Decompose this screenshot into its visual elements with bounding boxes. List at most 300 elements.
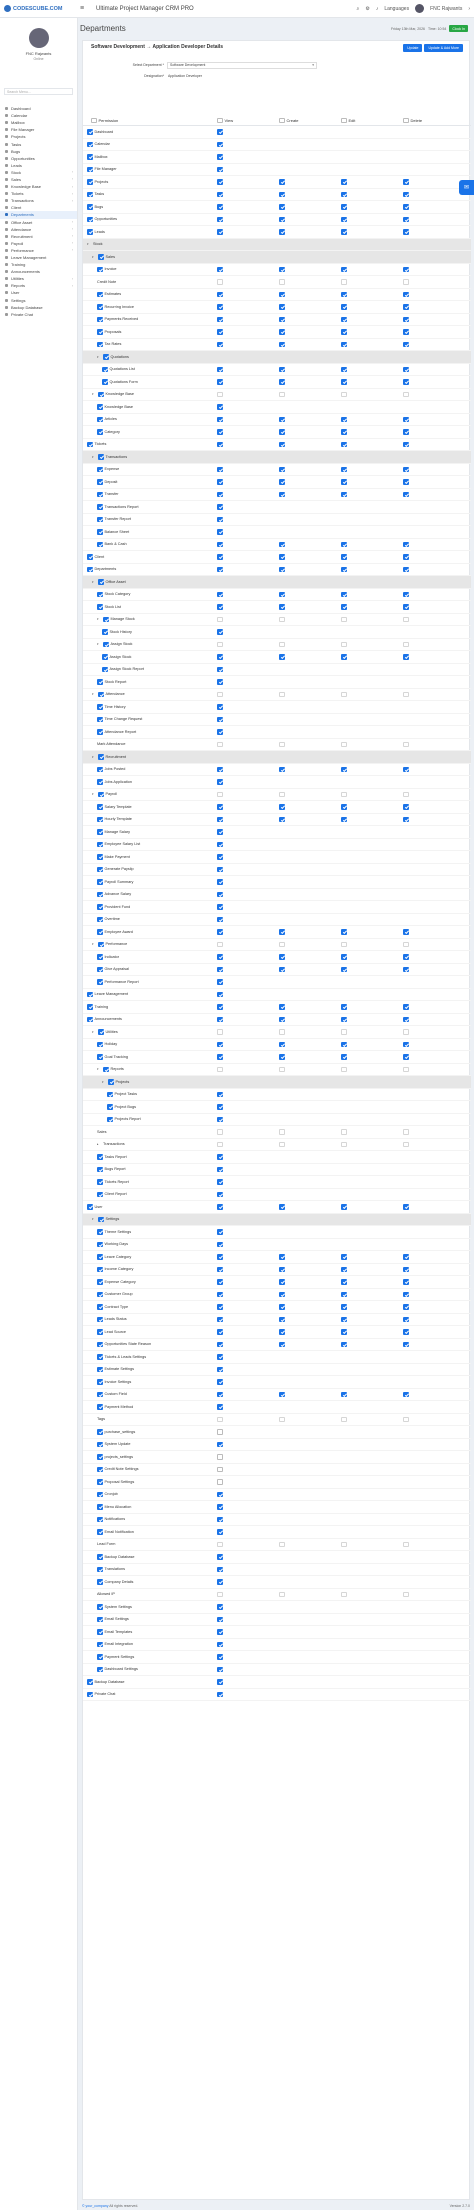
module-checkbox[interactable] [107, 1104, 113, 1110]
view-checkbox[interactable] [217, 542, 223, 548]
delete-checkbox[interactable] [403, 467, 409, 473]
view-checkbox[interactable] [217, 1067, 223, 1073]
module-checkbox[interactable] [103, 642, 109, 648]
create-checkbox[interactable] [279, 1054, 285, 1060]
module-checkbox[interactable] [97, 679, 103, 685]
delete-checkbox[interactable] [403, 1317, 409, 1323]
create-checkbox[interactable] [279, 492, 285, 498]
delete-checkbox[interactable] [403, 429, 409, 435]
create-checkbox[interactable] [279, 604, 285, 610]
create-checkbox[interactable] [279, 1204, 285, 1210]
view-checkbox[interactable] [217, 879, 223, 885]
sidebar-item-departments[interactable] [0, 211, 77, 218]
view-checkbox[interactable] [217, 1642, 223, 1648]
edit-checkbox[interactable] [341, 217, 347, 223]
module-checkbox[interactable] [102, 667, 108, 673]
view-checkbox[interactable] [217, 267, 223, 273]
module-checkbox[interactable] [98, 942, 104, 948]
module-checkbox[interactable] [97, 1267, 103, 1273]
edit-checkbox[interactable] [341, 617, 347, 623]
create-checkbox[interactable] [279, 1142, 285, 1148]
module-checkbox[interactable] [97, 604, 103, 610]
delete-checkbox[interactable] [403, 229, 409, 235]
delete-checkbox[interactable] [403, 367, 409, 373]
search-icon[interactable]: ⌕ [356, 5, 360, 12]
create-checkbox[interactable] [279, 967, 285, 973]
expand-toggle-icon[interactable]: ▾ [92, 692, 94, 697]
edit-checkbox[interactable] [341, 342, 347, 348]
expand-toggle-icon[interactable]: ▾ [92, 392, 94, 397]
view-checkbox[interactable] [217, 979, 223, 985]
module-checkbox[interactable] [97, 1167, 103, 1173]
delete-checkbox[interactable] [403, 1029, 409, 1035]
module-checkbox[interactable] [97, 1454, 103, 1460]
view-checkbox[interactable] [217, 167, 223, 173]
module-checkbox[interactable] [97, 892, 103, 898]
view-checkbox[interactable] [217, 617, 223, 623]
create-checkbox[interactable] [279, 767, 285, 773]
module-checkbox[interactable] [97, 1179, 103, 1185]
expand-toggle-icon[interactable]: ▾ [92, 754, 94, 759]
view-checkbox[interactable] [217, 179, 223, 185]
delete-checkbox[interactable] [403, 329, 409, 335]
view-checkbox[interactable] [217, 1242, 223, 1248]
view-checkbox[interactable] [217, 1204, 223, 1210]
module-checkbox[interactable] [97, 1554, 103, 1560]
module-checkbox[interactable] [97, 979, 103, 985]
view-checkbox[interactable] [217, 1592, 223, 1598]
create-checkbox[interactable] [279, 479, 285, 485]
delete-checkbox[interactable] [403, 554, 409, 560]
module-checkbox[interactable] [97, 417, 103, 423]
view-checkbox[interactable] [217, 1417, 223, 1423]
create-checkbox[interactable] [279, 692, 285, 698]
edit-all-checkbox[interactable] [341, 118, 347, 124]
expand-toggle-icon[interactable]: ▾ [92, 579, 94, 584]
edit-checkbox[interactable] [341, 1204, 347, 1210]
module-checkbox[interactable] [97, 1604, 103, 1610]
sidebar-item-performance[interactable] [0, 247, 77, 254]
module-checkbox[interactable] [87, 992, 93, 998]
view-checkbox[interactable] [217, 154, 223, 160]
view-checkbox[interactable] [217, 1192, 223, 1198]
module-checkbox[interactable] [97, 542, 103, 548]
module-checkbox[interactable] [97, 1404, 103, 1410]
module-checkbox[interactable] [97, 879, 103, 885]
delete-checkbox[interactable] [403, 654, 409, 660]
module-checkbox[interactable] [102, 379, 108, 385]
view-checkbox[interactable] [217, 1517, 223, 1523]
delete-checkbox[interactable] [403, 742, 409, 748]
module-checkbox[interactable] [97, 1329, 103, 1335]
delete-checkbox[interactable] [403, 1417, 409, 1423]
view-checkbox[interactable] [217, 1029, 223, 1035]
create-checkbox[interactable] [279, 417, 285, 423]
create-checkbox[interactable] [279, 1417, 285, 1423]
brand-logo[interactable]: CODESCUBE.COM [4, 5, 63, 12]
view-checkbox[interactable] [217, 1354, 223, 1360]
delete-checkbox[interactable] [403, 592, 409, 598]
view-checkbox[interactable] [217, 1454, 223, 1460]
user-name[interactable]: FNC Rajwants [430, 5, 463, 12]
module-checkbox[interactable] [97, 479, 103, 485]
delete-checkbox[interactable] [403, 1042, 409, 1048]
edit-checkbox[interactable] [341, 817, 347, 823]
view-checkbox[interactable] [217, 629, 223, 635]
module-checkbox[interactable] [97, 767, 103, 773]
module-checkbox[interactable] [87, 129, 93, 135]
module-checkbox[interactable] [97, 1517, 103, 1523]
create-checkbox[interactable] [279, 1129, 285, 1135]
module-checkbox[interactable] [97, 1392, 103, 1398]
edit-checkbox[interactable] [341, 1417, 347, 1423]
expand-toggle-icon[interactable]: ▾ [92, 454, 94, 459]
delete-checkbox[interactable] [403, 617, 409, 623]
sidebar-item-private-chat[interactable] [0, 311, 77, 318]
expand-toggle-icon[interactable]: ▾ [97, 642, 99, 647]
view-checkbox[interactable] [217, 854, 223, 860]
view-checkbox[interactable] [217, 479, 223, 485]
edit-checkbox[interactable] [341, 1304, 347, 1310]
sidebar-item-calendar[interactable] [0, 112, 77, 119]
view-checkbox[interactable] [217, 1467, 223, 1473]
view-checkbox[interactable] [217, 529, 223, 535]
edit-checkbox[interactable] [341, 1017, 347, 1023]
view-checkbox[interactable] [217, 717, 223, 723]
delete-checkbox[interactable] [403, 1279, 409, 1285]
delete-checkbox[interactable] [403, 967, 409, 973]
edit-checkbox[interactable] [341, 1004, 347, 1010]
edit-checkbox[interactable] [341, 179, 347, 185]
delete-checkbox[interactable] [403, 567, 409, 573]
edit-checkbox[interactable] [341, 967, 347, 973]
sidebar-item-recruitment[interactable] [0, 233, 77, 240]
sidebar-item-opportunities[interactable] [0, 155, 77, 162]
module-checkbox[interactable] [97, 1567, 103, 1573]
module-checkbox[interactable] [97, 292, 103, 298]
view-checkbox[interactable] [217, 279, 223, 285]
view-checkbox[interactable] [217, 329, 223, 335]
module-checkbox[interactable] [87, 179, 93, 185]
module-checkbox[interactable] [87, 554, 93, 560]
edit-checkbox[interactable] [341, 417, 347, 423]
settings-gear-icon[interactable]: ⚙ [365, 5, 370, 12]
module-checkbox[interactable] [97, 1667, 103, 1673]
delete-checkbox[interactable] [403, 417, 409, 423]
module-checkbox[interactable] [107, 1092, 113, 1098]
create-checkbox[interactable] [279, 442, 285, 448]
sidebar-item-stock[interactable] [0, 169, 77, 176]
module-checkbox[interactable] [97, 592, 103, 598]
edit-checkbox[interactable] [341, 567, 347, 573]
expand-toggle-icon[interactable]: ▾ [102, 1079, 104, 1084]
module-checkbox[interactable] [97, 504, 103, 510]
view-checkbox[interactable] [217, 642, 223, 648]
module-checkbox[interactable] [102, 654, 108, 660]
create-checkbox[interactable] [279, 279, 285, 285]
view-checkbox[interactable] [217, 892, 223, 898]
delete-checkbox[interactable] [403, 1292, 409, 1298]
create-checkbox[interactable] [279, 1067, 285, 1073]
create-checkbox[interactable] [279, 217, 285, 223]
expand-toggle-icon[interactable]: ▾ [87, 242, 89, 247]
view-checkbox[interactable] [217, 1129, 223, 1135]
sidebar-item-user[interactable] [0, 289, 77, 296]
sidebar-item-tasks[interactable] [0, 140, 77, 147]
view-checkbox[interactable] [217, 292, 223, 298]
sidebar-item-file-manager[interactable] [0, 126, 77, 133]
edit-checkbox[interactable] [341, 442, 347, 448]
designation-input[interactable]: Application Developer [168, 74, 203, 78]
module-checkbox[interactable] [97, 1042, 103, 1048]
delete-checkbox[interactable] [403, 1204, 409, 1210]
create-checkbox[interactable] [279, 929, 285, 935]
view-checkbox[interactable] [217, 704, 223, 710]
module-checkbox[interactable] [97, 1229, 103, 1235]
module-checkbox[interactable] [97, 329, 103, 335]
delete-checkbox[interactable] [403, 817, 409, 823]
clock-in-button[interactable]: Clock In [449, 25, 468, 32]
module-checkbox[interactable] [97, 267, 103, 273]
create-checkbox[interactable] [279, 342, 285, 348]
delete-checkbox[interactable] [403, 192, 409, 198]
create-checkbox[interactable] [279, 1029, 285, 1035]
view-checkbox[interactable] [217, 1329, 223, 1335]
expand-toggle-icon[interactable]: ▾ [97, 354, 99, 359]
create-checkbox[interactable] [279, 1592, 285, 1598]
create-checkbox[interactable] [279, 804, 285, 810]
update-button[interactable]: Update [403, 44, 422, 52]
edit-checkbox[interactable] [341, 279, 347, 285]
view-checkbox[interactable] [217, 1529, 223, 1535]
module-checkbox[interactable] [103, 617, 109, 623]
module-checkbox[interactable] [87, 192, 93, 198]
sidebar-item-settings[interactable] [0, 297, 77, 304]
view-checkbox[interactable] [217, 954, 223, 960]
language-dropdown[interactable]: Languages [384, 5, 410, 12]
create-checkbox[interactable] [279, 304, 285, 310]
view-checkbox[interactable] [217, 1679, 223, 1685]
create-checkbox[interactable] [279, 429, 285, 435]
view-all-checkbox[interactable] [217, 118, 223, 124]
edit-checkbox[interactable] [341, 429, 347, 435]
view-checkbox[interactable] [217, 1279, 223, 1285]
module-checkbox[interactable] [97, 1529, 103, 1535]
edit-checkbox[interactable] [341, 642, 347, 648]
view-checkbox[interactable] [217, 1629, 223, 1635]
view-checkbox[interactable] [217, 1142, 223, 1148]
sidebar-item-transactions[interactable] [0, 197, 77, 204]
edit-checkbox[interactable] [341, 592, 347, 598]
view-checkbox[interactable] [217, 404, 223, 410]
view-checkbox[interactable] [217, 1442, 223, 1448]
view-checkbox[interactable] [217, 504, 223, 510]
module-checkbox[interactable] [97, 867, 103, 873]
module-checkbox[interactable] [97, 467, 103, 473]
edit-checkbox[interactable] [341, 1029, 347, 1035]
view-checkbox[interactable] [217, 379, 223, 385]
edit-checkbox[interactable] [341, 467, 347, 473]
notifications-bell-icon[interactable]: ♪ [375, 5, 379, 12]
delete-checkbox[interactable] [403, 804, 409, 810]
module-checkbox[interactable] [97, 1342, 103, 1348]
view-checkbox[interactable] [217, 304, 223, 310]
delete-checkbox[interactable] [403, 342, 409, 348]
view-checkbox[interactable] [217, 129, 223, 135]
view-checkbox[interactable] [217, 1367, 223, 1373]
create-checkbox[interactable] [279, 1392, 285, 1398]
module-checkbox[interactable] [87, 1017, 93, 1023]
sidebar-item-dashboard[interactable] [0, 105, 77, 112]
create-checkbox[interactable] [279, 229, 285, 235]
module-checkbox[interactable] [87, 1679, 93, 1685]
module-checkbox[interactable] [102, 629, 108, 635]
module-checkbox[interactable] [97, 1467, 103, 1473]
edit-checkbox[interactable] [341, 492, 347, 498]
edit-checkbox[interactable] [341, 1292, 347, 1298]
view-checkbox[interactable] [217, 992, 223, 998]
sidebar-item-bugs[interactable] [0, 148, 77, 155]
delete-checkbox[interactable] [403, 317, 409, 323]
create-checkbox[interactable] [279, 179, 285, 185]
view-checkbox[interactable] [217, 142, 223, 148]
edit-checkbox[interactable] [341, 742, 347, 748]
view-checkbox[interactable] [217, 1542, 223, 1548]
edit-checkbox[interactable] [341, 367, 347, 373]
edit-checkbox[interactable] [341, 329, 347, 335]
create-checkbox[interactable] [279, 1329, 285, 1335]
view-checkbox[interactable] [217, 1579, 223, 1585]
view-checkbox[interactable] [217, 867, 223, 873]
module-checkbox[interactable] [98, 454, 104, 460]
edit-checkbox[interactable] [341, 1267, 347, 1273]
delete-checkbox[interactable] [403, 1342, 409, 1348]
sidebar-item-utilities[interactable] [0, 275, 77, 282]
sidebar-item-payroll[interactable] [0, 240, 77, 247]
edit-checkbox[interactable] [341, 1317, 347, 1323]
view-checkbox[interactable] [217, 317, 223, 323]
module-checkbox[interactable] [97, 1242, 103, 1248]
create-checkbox[interactable] [279, 1279, 285, 1285]
create-checkbox[interactable] [279, 942, 285, 948]
expand-toggle-icon[interactable]: ▾ [97, 617, 99, 622]
delete-checkbox[interactable] [403, 929, 409, 935]
module-checkbox[interactable] [97, 1504, 103, 1510]
chat-icon[interactable]: ✉ [459, 180, 474, 195]
module-checkbox[interactable] [97, 1479, 103, 1485]
view-checkbox[interactable] [217, 654, 223, 660]
sidebar-item-backup-database[interactable] [0, 304, 77, 311]
view-checkbox[interactable] [217, 1567, 223, 1573]
delete-checkbox[interactable] [403, 642, 409, 648]
module-checkbox[interactable] [97, 1654, 103, 1660]
edit-checkbox[interactable] [341, 929, 347, 935]
delete-checkbox[interactable] [403, 692, 409, 698]
view-checkbox[interactable] [217, 1654, 223, 1660]
expand-toggle-icon[interactable]: ▾ [97, 1067, 99, 1072]
view-checkbox[interactable] [217, 1167, 223, 1173]
create-checkbox[interactable] [279, 292, 285, 298]
update-add-more-button[interactable]: Update & Add More [424, 44, 463, 52]
edit-checkbox[interactable] [341, 1542, 347, 1548]
delete-checkbox[interactable] [403, 1129, 409, 1135]
delete-checkbox[interactable] [403, 604, 409, 610]
view-checkbox[interactable] [217, 1479, 223, 1485]
sidebar-item-tickets[interactable] [0, 190, 77, 197]
module-checkbox[interactable] [108, 1079, 114, 1085]
delete-checkbox[interactable] [403, 217, 409, 223]
expand-toggle-icon[interactable]: ▸ [97, 1142, 99, 1147]
view-checkbox[interactable] [217, 429, 223, 435]
view-checkbox[interactable] [217, 1042, 223, 1048]
delete-checkbox[interactable] [403, 492, 409, 498]
view-checkbox[interactable] [217, 917, 223, 923]
module-checkbox[interactable] [97, 842, 103, 848]
view-checkbox[interactable] [217, 229, 223, 235]
module-checkbox[interactable] [102, 367, 108, 373]
edit-checkbox[interactable] [341, 1254, 347, 1260]
view-checkbox[interactable] [217, 1292, 223, 1298]
view-checkbox[interactable] [217, 1554, 223, 1560]
create-checkbox[interactable] [279, 654, 285, 660]
module-checkbox[interactable] [97, 1579, 103, 1585]
view-checkbox[interactable] [217, 1179, 223, 1185]
view-checkbox[interactable] [217, 679, 223, 685]
delete-checkbox[interactable] [403, 392, 409, 398]
delete-checkbox[interactable] [403, 1329, 409, 1335]
edit-checkbox[interactable] [341, 804, 347, 810]
module-checkbox[interactable] [97, 1642, 103, 1648]
sidebar-item-attendance[interactable] [0, 226, 77, 233]
edit-checkbox[interactable] [341, 1592, 347, 1598]
create-checkbox[interactable] [279, 1342, 285, 1348]
view-checkbox[interactable] [217, 1342, 223, 1348]
view-checkbox[interactable] [217, 592, 223, 598]
module-checkbox[interactable] [97, 829, 103, 835]
delete-checkbox[interactable] [403, 942, 409, 948]
edit-checkbox[interactable] [341, 292, 347, 298]
module-checkbox[interactable] [97, 954, 103, 960]
view-checkbox[interactable] [217, 767, 223, 773]
view-checkbox[interactable] [217, 692, 223, 698]
module-checkbox[interactable] [98, 579, 104, 585]
create-checkbox[interactable] [279, 367, 285, 373]
module-checkbox[interactable] [97, 1492, 103, 1498]
view-checkbox[interactable] [217, 1617, 223, 1623]
view-checkbox[interactable] [217, 1404, 223, 1410]
create-checkbox[interactable] [279, 742, 285, 748]
sidebar-item-leave-management[interactable] [0, 254, 77, 261]
hamburger-menu-icon[interactable]: ≡ [80, 5, 85, 12]
sidebar-item-knowledge-base[interactable] [0, 183, 77, 190]
delete-checkbox[interactable] [403, 1017, 409, 1023]
delete-checkbox[interactable] [403, 442, 409, 448]
module-checkbox[interactable] [97, 1354, 103, 1360]
module-checkbox[interactable] [97, 929, 103, 935]
view-checkbox[interactable] [217, 554, 223, 560]
delete-checkbox[interactable] [403, 1392, 409, 1398]
module-checkbox[interactable] [87, 567, 93, 573]
module-checkbox[interactable] [87, 204, 93, 210]
view-checkbox[interactable] [217, 567, 223, 573]
create-checkbox[interactable] [279, 954, 285, 960]
edit-checkbox[interactable] [341, 1142, 347, 1148]
delete-checkbox[interactable] [403, 1004, 409, 1010]
module-checkbox[interactable] [97, 1317, 103, 1323]
create-checkbox[interactable] [279, 1292, 285, 1298]
create-checkbox[interactable] [279, 1542, 285, 1548]
edit-checkbox[interactable] [341, 542, 347, 548]
